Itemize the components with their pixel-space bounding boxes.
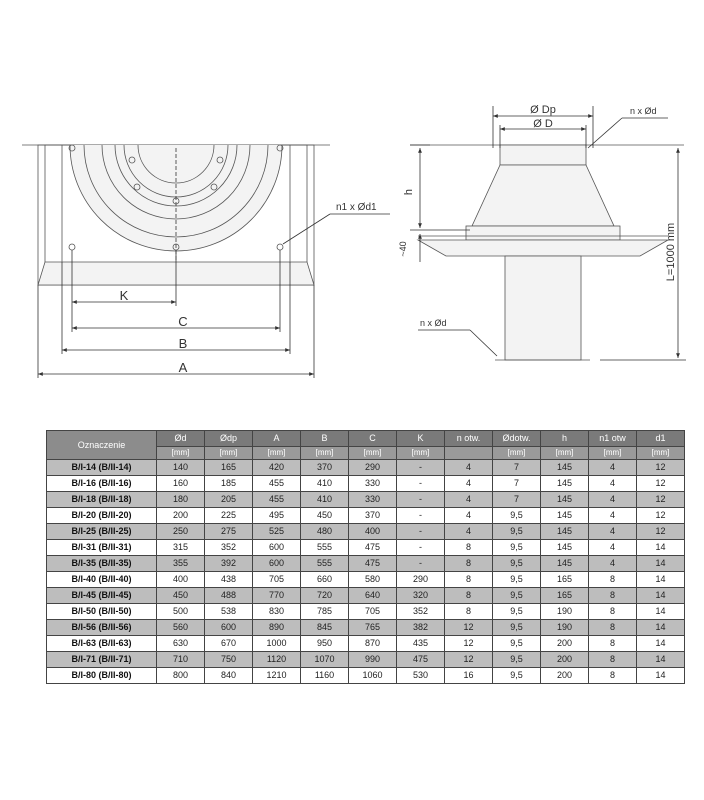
table-cell: 200 <box>541 652 589 668</box>
table-cell: 145 <box>541 540 589 556</box>
table-cell: 455 <box>253 492 301 508</box>
table-cell: 9,5 <box>493 652 541 668</box>
table-cell: 475 <box>397 652 445 668</box>
table-cell: 1070 <box>301 652 349 668</box>
table-cell: 450 <box>157 588 205 604</box>
table-cell: 870 <box>349 636 397 652</box>
table-cell: 845 <box>301 620 349 636</box>
table-cell: 9,5 <box>493 524 541 540</box>
table-cell: 9,5 <box>493 604 541 620</box>
table-cell: 555 <box>301 556 349 572</box>
table-cell: 720 <box>301 588 349 604</box>
table-cell: 1120 <box>253 652 301 668</box>
table-cell: 9,5 <box>493 668 541 684</box>
table-cell: 1160 <box>301 668 349 684</box>
table-cell: 12 <box>445 620 493 636</box>
table-cell: 600 <box>253 556 301 572</box>
table-row <box>47 540 685 556</box>
side-view <box>398 104 686 360</box>
table-cell: 1210 <box>253 668 301 684</box>
dim-label-K: K <box>119 288 129 303</box>
table-cell: 488 <box>205 588 253 604</box>
col-header: n1 otw <box>589 431 637 447</box>
table-cell: 630 <box>157 636 205 652</box>
table-cell: 495 <box>253 508 301 524</box>
plan-view <box>22 145 390 378</box>
table-cell: 8 <box>589 588 637 604</box>
table-cell: 480 <box>301 524 349 540</box>
model-cell: B/I-71 (B/II-71) <box>47 652 157 668</box>
table-cell: 8 <box>445 588 493 604</box>
table-cell: 750 <box>205 652 253 668</box>
unit-cell: [mm] <box>493 447 541 460</box>
table-cell: 14 <box>637 588 685 604</box>
table-cell: 4 <box>445 476 493 492</box>
table-cell: 12 <box>637 524 685 540</box>
col-header: Oznaczenie <box>47 431 157 460</box>
unit-cell: [mm] <box>637 447 685 460</box>
table-cell: 190 <box>541 620 589 636</box>
table-cell: 770 <box>253 588 301 604</box>
table-cell: 840 <box>205 668 253 684</box>
col-header: K <box>397 431 445 447</box>
dim-label-B: B <box>178 336 188 351</box>
table-cell: 538 <box>205 604 253 620</box>
table-cell: 580 <box>349 572 397 588</box>
table-cell: 8 <box>589 652 637 668</box>
table-row <box>47 556 685 572</box>
unit-cell: [mm] <box>397 447 445 460</box>
table-cell: 4 <box>589 460 637 476</box>
table-cell: 12 <box>637 508 685 524</box>
table-cell: 4 <box>445 492 493 508</box>
model-cell: B/I-16 (B/II-16) <box>47 476 157 492</box>
table-cell: 475 <box>349 540 397 556</box>
table-cell: 200 <box>157 508 205 524</box>
model-cell: B/I-45 (B/II-45) <box>47 588 157 604</box>
table-body <box>47 460 685 684</box>
table-cell: 9,5 <box>493 588 541 604</box>
table-cell: 14 <box>637 572 685 588</box>
table-cell: 160 <box>157 476 205 492</box>
table-cell: 330 <box>349 476 397 492</box>
label-nxd-top: n x Ød <box>630 106 657 116</box>
table-cell: 205 <box>205 492 253 508</box>
table-row <box>47 476 685 492</box>
table-cell: 145 <box>541 476 589 492</box>
col-header: C <box>349 431 397 447</box>
table-cell: 225 <box>205 508 253 524</box>
table-cell: 145 <box>541 508 589 524</box>
table-cell: 165 <box>205 460 253 476</box>
table-cell: 200 <box>541 636 589 652</box>
table-cell: 180 <box>157 492 205 508</box>
table-cell: 9,5 <box>493 620 541 636</box>
col-header: d1 <box>637 431 685 447</box>
table-cell: 8 <box>445 604 493 620</box>
table-cell: 670 <box>205 636 253 652</box>
table-cell: 250 <box>157 524 205 540</box>
table-cell: 14 <box>637 620 685 636</box>
table-cell: 9,5 <box>493 540 541 556</box>
table-cell: 140 <box>157 460 205 476</box>
table-cell: 890 <box>253 620 301 636</box>
table-cell: 14 <box>637 540 685 556</box>
table-cell: 455 <box>253 476 301 492</box>
table-cell: 420 <box>253 460 301 476</box>
model-cell: B/I-80 (B/II-80) <box>47 668 157 684</box>
table-row <box>47 508 685 524</box>
table-cell: 8 <box>445 556 493 572</box>
table-cell: 145 <box>541 556 589 572</box>
label-L: L=1000 mm <box>665 222 677 282</box>
model-cell: B/I-56 (B/II-56) <box>47 620 157 636</box>
table-cell: 640 <box>349 588 397 604</box>
table-cell: 435 <box>397 636 445 652</box>
table-cell: 12 <box>637 492 685 508</box>
table-cell: 7 <box>493 460 541 476</box>
label-nxd-bottom: n x Ød <box>420 318 447 328</box>
table-row <box>47 620 685 636</box>
table-cell: 275 <box>205 524 253 540</box>
table-cell: 9,5 <box>493 556 541 572</box>
table-cell: 705 <box>253 572 301 588</box>
table-cell: 410 <box>301 492 349 508</box>
model-cell: B/I-20 (B/II-20) <box>47 508 157 524</box>
table-cell: 185 <box>205 476 253 492</box>
table-cell: 500 <box>157 604 205 620</box>
table-cell: 14 <box>637 652 685 668</box>
table-cell: 12 <box>445 636 493 652</box>
table-cell: - <box>397 524 445 540</box>
table-cell: 8 <box>589 668 637 684</box>
table-cell: 830 <box>253 604 301 620</box>
table-cell: 9,5 <box>493 508 541 524</box>
table-cell: 14 <box>637 556 685 572</box>
table-cell: 190 <box>541 604 589 620</box>
table-cell: 660 <box>301 572 349 588</box>
unit-cell: [mm] <box>301 447 349 460</box>
table-cell: 352 <box>205 540 253 556</box>
col-header: h <box>541 431 589 447</box>
table-cell: 145 <box>541 524 589 540</box>
col-header: Ødp <box>205 431 253 447</box>
label-n1-d1: n1 x Ød1 <box>336 202 377 213</box>
table-cell: 370 <box>349 508 397 524</box>
table-cell: 705 <box>349 604 397 620</box>
table-cell: 12 <box>637 460 685 476</box>
model-cell: B/I-50 (B/II-50) <box>47 604 157 620</box>
label-forty: ~40 <box>398 241 408 257</box>
table-cell: 7 <box>493 492 541 508</box>
table-cell: 710 <box>157 652 205 668</box>
table-cell: 560 <box>157 620 205 636</box>
table-cell: 990 <box>349 652 397 668</box>
label-h: h <box>403 188 415 196</box>
table-cell: - <box>397 540 445 556</box>
table-cell: 14 <box>637 636 685 652</box>
col-header: n otw. <box>445 431 493 447</box>
table-row <box>47 668 685 684</box>
model-cell: B/I-25 (B/II-25) <box>47 524 157 540</box>
table-cell: 382 <box>397 620 445 636</box>
dim-label-C: C <box>178 314 188 329</box>
unit-cell: [mm] <box>253 447 301 460</box>
table-cell: 8 <box>445 540 493 556</box>
table-cell: 352 <box>397 604 445 620</box>
table-cell: 450 <box>301 508 349 524</box>
table-cell: 355 <box>157 556 205 572</box>
table-cell: 14 <box>637 668 685 684</box>
table-cell: 14 <box>637 604 685 620</box>
table-cell: 200 <box>541 668 589 684</box>
dim-label-A: A <box>178 360 188 375</box>
table-cell: 7 <box>493 476 541 492</box>
table-cell: 525 <box>253 524 301 540</box>
table-cell: 290 <box>397 572 445 588</box>
label-dp: Ø Dp <box>530 104 556 116</box>
table-cell: 16 <box>445 668 493 684</box>
table-cell: 8 <box>589 636 637 652</box>
model-cell: B/I-40 (B/II-40) <box>47 572 157 588</box>
table-cell: 165 <box>541 588 589 604</box>
model-cell: B/I-14 (B/II-14) <box>47 460 157 476</box>
table-cell: 555 <box>301 540 349 556</box>
table-cell: 320 <box>397 588 445 604</box>
table-cell: 392 <box>205 556 253 572</box>
table-cell: 600 <box>253 540 301 556</box>
table-row <box>47 572 685 588</box>
table-cell: 950 <box>301 636 349 652</box>
unit-cell: [mm] <box>589 447 637 460</box>
table-cell: 315 <box>157 540 205 556</box>
table-cell: 330 <box>349 492 397 508</box>
table-row <box>47 492 685 508</box>
model-cell: B/I-35 (B/II-35) <box>47 556 157 572</box>
unit-cell: [mm] <box>349 447 397 460</box>
table-cell: 530 <box>397 668 445 684</box>
table-cell: 8 <box>589 604 637 620</box>
unit-cell: [mm] <box>205 447 253 460</box>
table-cell: 12 <box>445 652 493 668</box>
table-cell: 800 <box>157 668 205 684</box>
unit-cell: [mm] <box>157 447 205 460</box>
table-cell: 4 <box>589 476 637 492</box>
table-cell: - <box>397 492 445 508</box>
table-cell: 4 <box>589 524 637 540</box>
table-cell: 400 <box>349 524 397 540</box>
label-d: Ø D <box>533 118 553 130</box>
table-cell: 4 <box>589 556 637 572</box>
table-cell: 1000 <box>253 636 301 652</box>
table-cell: 145 <box>541 460 589 476</box>
table-cell: 165 <box>541 572 589 588</box>
table-cell: 4 <box>589 540 637 556</box>
table-cell: 290 <box>349 460 397 476</box>
unit-cell <box>445 447 493 460</box>
table-cell: 145 <box>541 492 589 508</box>
model-cell: B/I-31 (B/II-31) <box>47 540 157 556</box>
table-cell: - <box>397 508 445 524</box>
table-row <box>47 524 685 540</box>
table-cell: - <box>397 556 445 572</box>
col-header: B <box>301 431 349 447</box>
table-cell: 4 <box>445 460 493 476</box>
table-cell: 4 <box>589 508 637 524</box>
table-cell: 8 <box>589 620 637 636</box>
table-cell: 600 <box>205 620 253 636</box>
table-cell: 12 <box>637 476 685 492</box>
table-cell: 785 <box>301 604 349 620</box>
col-header: A <box>253 431 301 447</box>
table-cell: 8 <box>445 572 493 588</box>
table-cell: - <box>397 476 445 492</box>
model-cell: B/I-18 (B/II-18) <box>47 492 157 508</box>
model-cell: B/I-63 (B/II-63) <box>47 636 157 652</box>
table-cell: 438 <box>205 572 253 588</box>
col-header: Ødotw. <box>493 431 541 447</box>
table-cell: - <box>397 460 445 476</box>
unit-cell: [mm] <box>541 447 589 460</box>
table-row <box>47 652 685 668</box>
col-header: Ød <box>157 431 205 447</box>
table-cell: 4 <box>445 508 493 524</box>
table-cell: 9,5 <box>493 572 541 588</box>
table-cell: 400 <box>157 572 205 588</box>
table-cell: 410 <box>301 476 349 492</box>
table-cell: 8 <box>589 572 637 588</box>
table-cell: 9,5 <box>493 636 541 652</box>
spec-table <box>46 430 685 684</box>
table-cell: 475 <box>349 556 397 572</box>
header-row <box>47 431 685 447</box>
table-cell: 765 <box>349 620 397 636</box>
table-cell: 4 <box>589 492 637 508</box>
table-cell: 4 <box>445 524 493 540</box>
table-row <box>47 636 685 652</box>
table-row <box>47 460 685 476</box>
table-row <box>47 604 685 620</box>
table-cell: 370 <box>301 460 349 476</box>
table-cell: 1060 <box>349 668 397 684</box>
table-row <box>47 588 685 604</box>
